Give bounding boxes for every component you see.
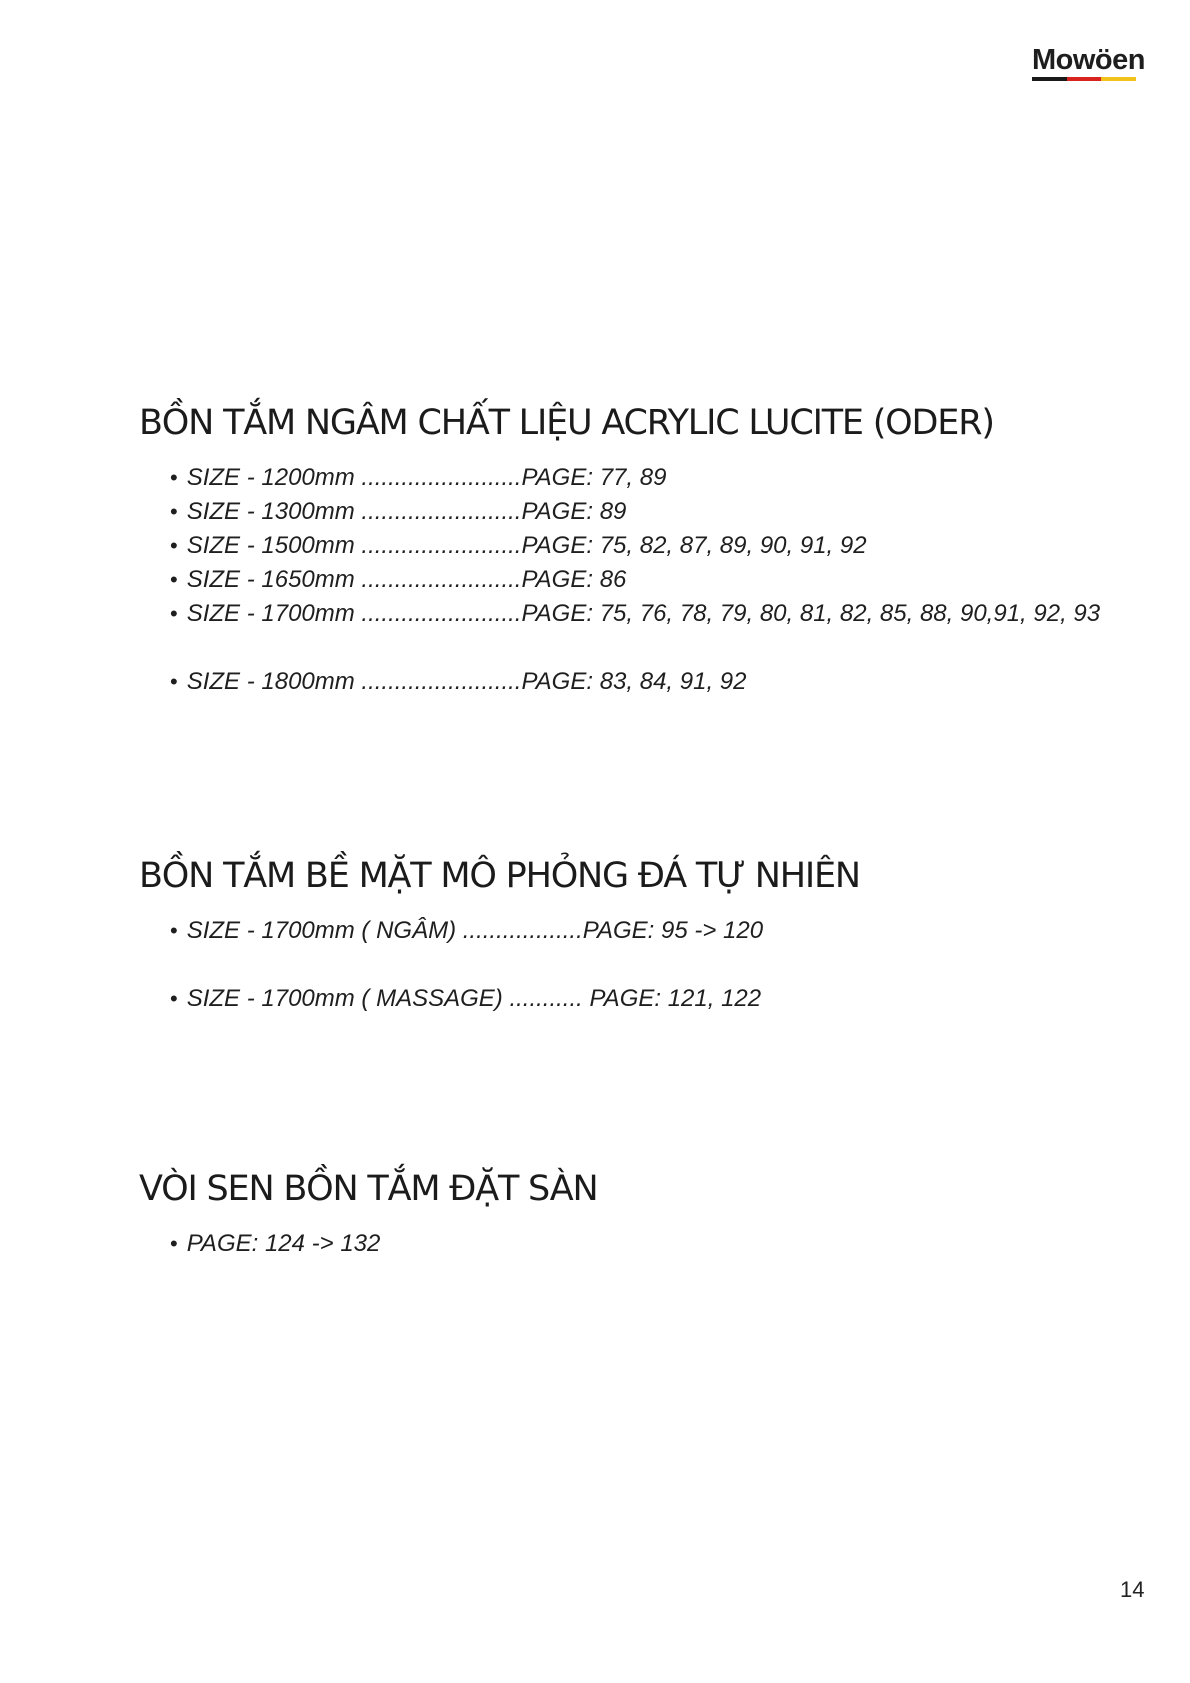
list-item-text: SIZE - 1300mm ........................PAGE: 89 bbox=[186, 498, 627, 525]
list-item-text: PAGE: 124 -> 132 bbox=[186, 1230, 381, 1257]
list-item bbox=[170, 985, 761, 1013]
list-item bbox=[170, 566, 626, 594]
bullet-icon: • bbox=[170, 918, 178, 943]
list-item-text: SIZE - 1650mm ........................PAGE: 86 bbox=[186, 566, 627, 593]
bullet-icon: • bbox=[170, 601, 178, 626]
list-item-text: SIZE - 1200mm ........................PAGE: 77, 89 bbox=[186, 464, 667, 491]
logo-stripe-red bbox=[1067, 77, 1102, 81]
bullet-icon: • bbox=[170, 465, 178, 490]
list-item bbox=[170, 1230, 380, 1258]
list-item bbox=[170, 917, 763, 945]
list-item-text: SIZE - 1800mm ........................PAGE: 83, 84, 91, 92 bbox=[186, 668, 747, 695]
section-title: BỒN TẮM BỀ MẶT MÔ PHỎNG ĐÁ TỰ NHIÊN bbox=[139, 856, 860, 896]
list-item-text: SIZE - 1700mm ( NGÂM) ..................PAGE: 95 -> 120 bbox=[186, 917, 764, 944]
list-item-text: SIZE - 1700mm ........................PAGE: 75, 76, 78, 79, 80, 81, 82, 85, 88, 90,91, 92, 93 bbox=[186, 600, 1101, 627]
list-item-text: SIZE - 1500mm ........................PAGE: 75, 82, 87, 89, 90, 91, 92 bbox=[186, 532, 867, 559]
logo-color-stripe bbox=[1032, 77, 1136, 81]
logo-wordmark: Mowöen bbox=[1032, 44, 1145, 76]
bullet-icon: • bbox=[170, 669, 178, 694]
bullet-icon: • bbox=[170, 567, 178, 592]
list-item-text: SIZE - 1700mm ( MASSAGE) ........... PAGE: 121, 122 bbox=[186, 985, 762, 1012]
brand-logo bbox=[1032, 44, 1145, 81]
list-item bbox=[170, 600, 1100, 628]
section-acrylic-bathtubs bbox=[139, 402, 1179, 695]
bullet-icon: • bbox=[170, 533, 178, 558]
list-item bbox=[170, 464, 666, 492]
bullet-icon: • bbox=[170, 1231, 178, 1256]
logo-stripe-black bbox=[1032, 77, 1067, 81]
bullet-icon: • bbox=[170, 986, 178, 1011]
bullet-icon: • bbox=[170, 499, 178, 524]
logo-stripe-yellow bbox=[1101, 77, 1136, 81]
list-item bbox=[170, 668, 746, 696]
section-floor-faucets bbox=[139, 1168, 1179, 1257]
list-item bbox=[170, 532, 867, 560]
page-number: 14 bbox=[1120, 1577, 1145, 1602]
section-title: BỒN TẮM NGÂM CHẤT LIỆU ACRYLIC LUCITE (ODER) bbox=[139, 403, 994, 443]
list-item bbox=[170, 498, 626, 526]
section-stone-bathtubs bbox=[139, 855, 1179, 1012]
section-title: VÒI SEN BỒN TẮM ĐẶT SÀN bbox=[139, 1169, 598, 1209]
